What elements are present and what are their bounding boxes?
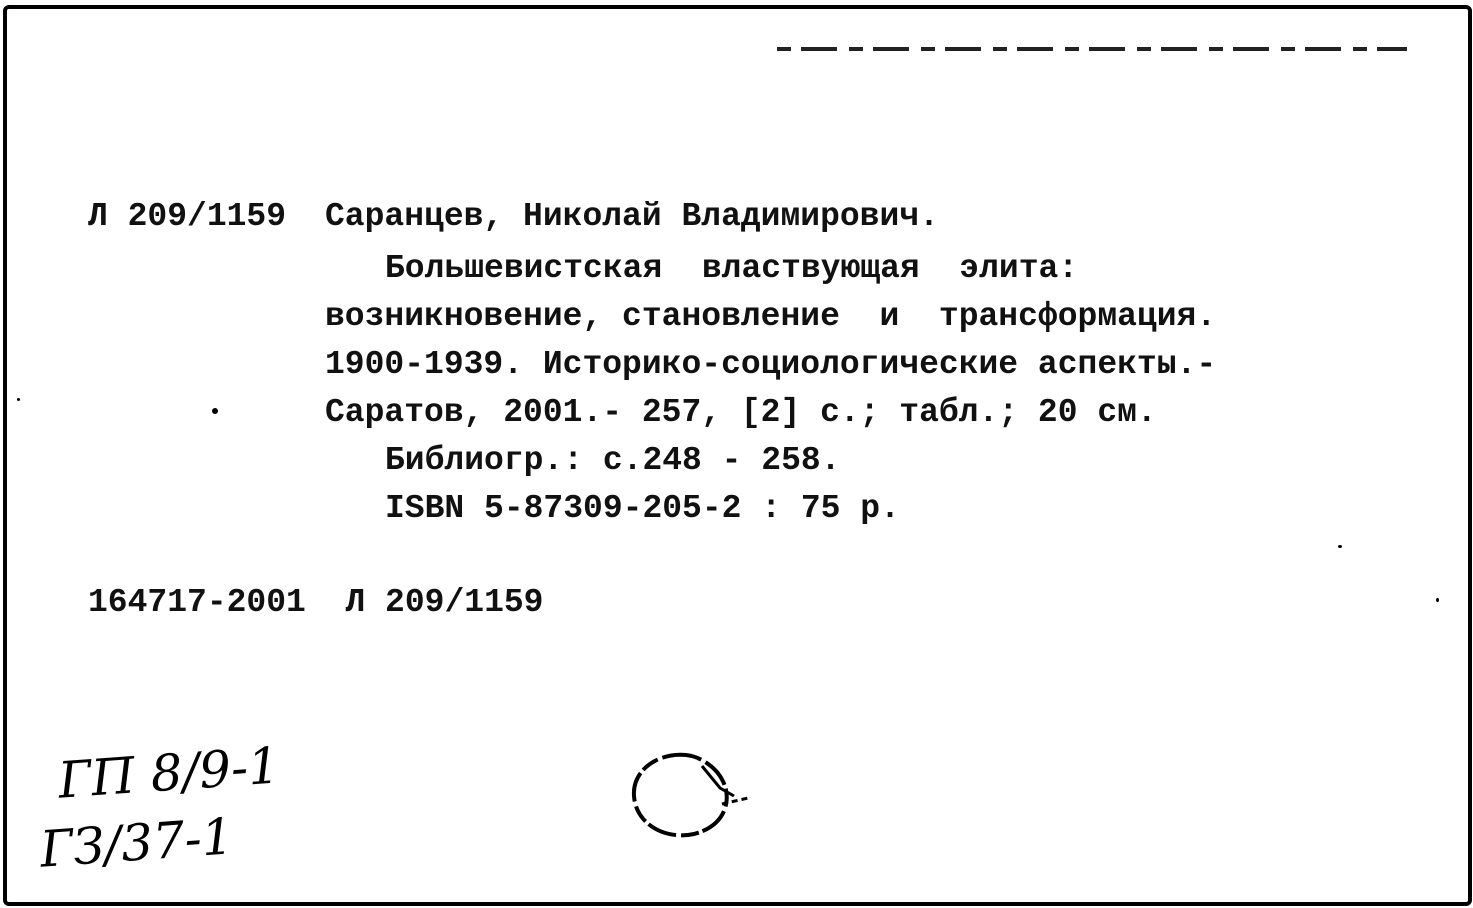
- inventory-line: 164717-2001 Л 209/1159: [88, 584, 544, 621]
- speck-dot: [1436, 598, 1439, 602]
- title-line-1: Большевистская властвующая элита:: [385, 250, 1079, 287]
- title-line-4: Саратов, 2001.- 257, [2] с.; табл.; 20 см.: [325, 394, 1157, 431]
- handwritten-mark-2: ГЗ/37-1: [38, 807, 236, 879]
- author-line: Саранцев, Николай Владимирович.: [325, 198, 939, 235]
- call-number: Л 209/1159: [88, 198, 287, 235]
- handwritten-mark-1: ГП 8/9-1: [56, 736, 282, 810]
- title-line-2: возникновение, становление и трансформация.: [325, 298, 1217, 335]
- speck-dot: [17, 398, 20, 401]
- isbn-line: ISBN 5-87309-205-2 : 75 р.: [385, 490, 900, 527]
- circle-stamp-icon: [622, 748, 762, 848]
- top-dotted-line: [777, 47, 1407, 51]
- title-line-3: 1900-1939. Историко-социологические аспекты.-: [325, 346, 1217, 383]
- bibliography-note: Библиогр.: с.248 - 258.: [385, 442, 841, 479]
- speck-dot: [1338, 545, 1342, 548]
- speck-dot: [212, 408, 218, 414]
